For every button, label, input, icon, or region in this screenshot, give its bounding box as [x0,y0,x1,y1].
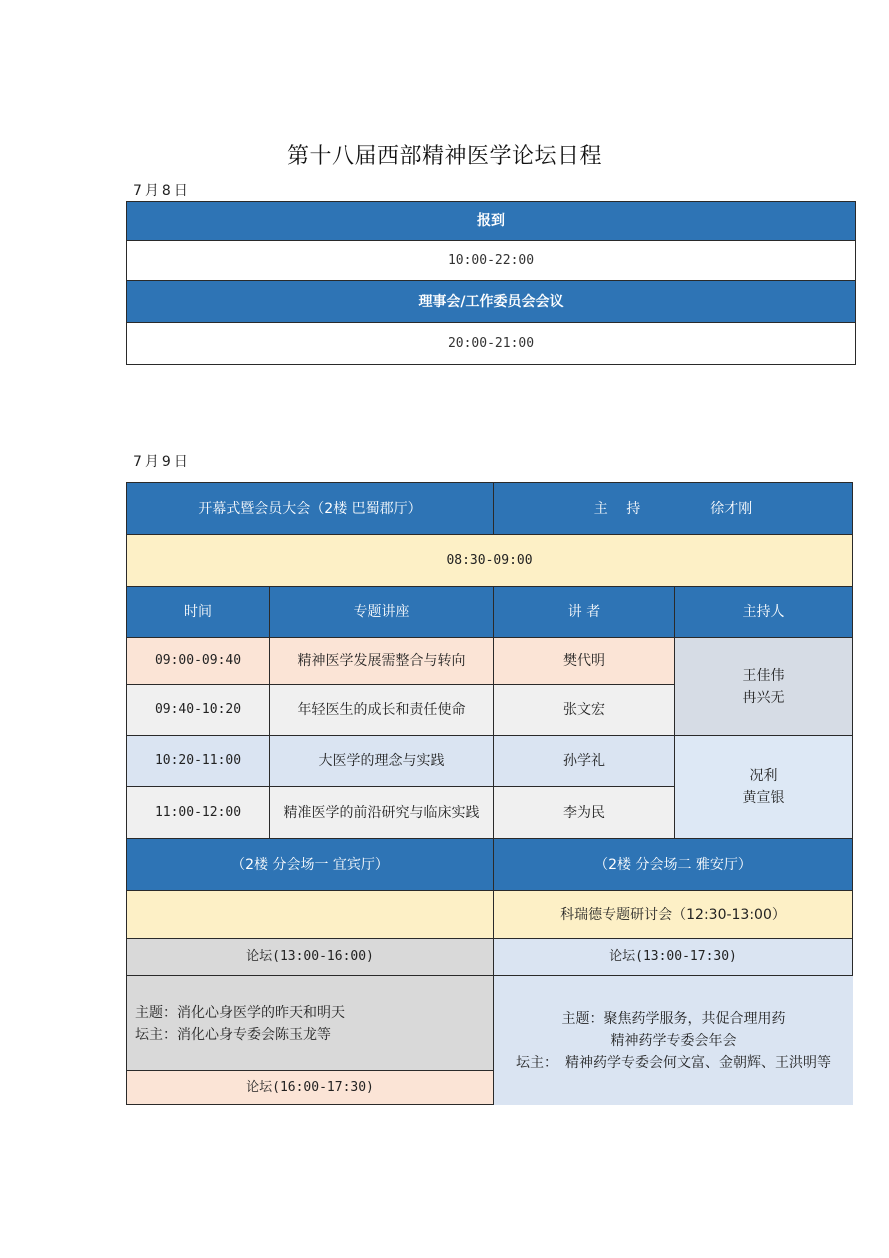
session-speaker: 张文宏 [493,684,675,736]
session-speaker: 李为民 [493,786,675,839]
council-meeting-time: 20:00-21:00 [126,322,856,365]
col-header-speaker: 讲 者 [493,586,675,638]
venue2-symposium: 科瑞德专题研讨会（12:30-13:00） [493,890,853,939]
venue1-empty-slot [126,890,494,939]
registration-header: 报到 [126,201,856,241]
venue1-forum-time: 论坛(13:00-16:00) [126,938,494,976]
page-title: 第十八届西部精神医学论坛日程 [286,144,602,169]
venue2-forum-description: 主题：聚焦药学服务，共促合理用药 精神药学专委会年会 坛主： 精神药学专委会何文富、金朝辉、王洪明等 [493,975,853,1105]
day1-date: 7月8日 [133,183,191,199]
council-meeting-header: 理事会/工作委员会会议 [126,280,856,323]
session-time: 09:40-10:20 [126,684,270,736]
session-time: 09:00-09:40 [126,637,270,685]
session-topic: 年轻医生的成长和责任使命 [269,684,494,736]
col-header-host: 主持人 [674,586,853,638]
opening-ceremony-header: 开幕式暨会员大会（2楼 巴蜀郡厅） [126,482,494,535]
venue1-forum-description: 主题：消化心身医学的昨天和明天 坛主：消化心身专委会陈玉龙等 [126,975,494,1071]
session-time: 10:20-11:00 [126,735,270,787]
opening-host-header: 主 持 徐才刚 [493,482,853,535]
session-time: 11:00-12:00 [126,786,270,839]
registration-time: 10:00-22:00 [126,240,856,281]
session-hosts: 王佳伟 冉兴无 [674,637,853,736]
venue1-header: （2楼 分会场一 宜宾厅） [126,838,494,891]
col-header-topic: 专题讲座 [269,586,494,638]
session-topic: 精准医学的前沿研究与临床实践 [269,786,494,839]
venue1-forum2-time: 论坛(16:00-17:30) [126,1070,494,1105]
session-topic: 大医学的理念与实践 [269,735,494,787]
opening-time: 08:30-09:00 [126,534,853,587]
session-speaker: 樊代明 [493,637,675,685]
session-topic: 精神医学发展需整合与转向 [269,637,494,685]
day2-date: 7月9日 [133,454,191,470]
venue2-header: （2楼 分会场二 雅安厅） [493,838,853,891]
session-hosts: 况利 黄宣银 [674,735,853,839]
col-header-time: 时间 [126,586,270,638]
venue2-forum-time: 论坛(13:00-17:30) [493,938,853,976]
session-speaker: 孙学礼 [493,735,675,787]
